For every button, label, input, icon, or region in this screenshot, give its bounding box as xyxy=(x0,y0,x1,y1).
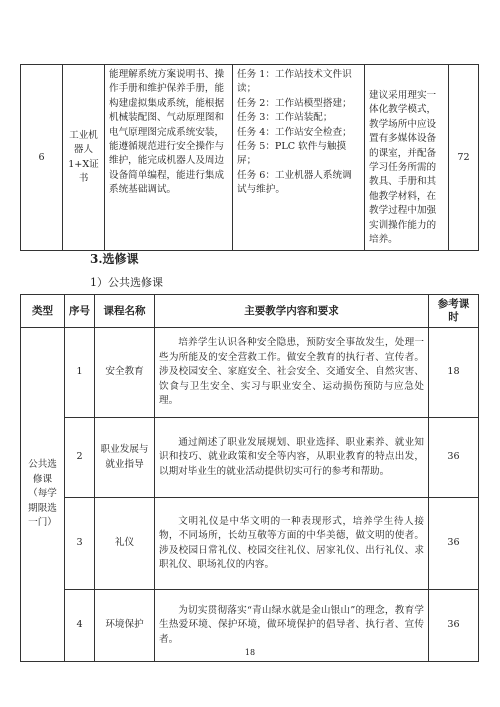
course-name: 安全教育 xyxy=(95,328,155,418)
header-name: 课程名称 xyxy=(95,295,155,328)
row-index: 6 xyxy=(21,65,63,251)
course-hours: 36 xyxy=(429,418,479,498)
table-row xyxy=(21,418,479,498)
course-content: 培养学生认识各种安全隐患，预防安全事故发生，处理一些为所能及的安全营救工作。做安全教育的执行者、宣传者。涉及校园安全、家庭安全、社会安全、交通安全、自然灾害、饮食与卫生安全、实习与职业安全、运动损伤预防与应急处理。 xyxy=(155,328,429,418)
task-item: 任务 4：工作站安全检查； xyxy=(237,126,352,138)
course-type: 公共选修课（每学期限选一门） xyxy=(21,328,65,662)
row-index: 3 xyxy=(65,498,95,590)
task-item: 任务 2：工作站模型搭建； xyxy=(237,97,352,109)
course-name: 工业机器人1+X证书 xyxy=(63,65,105,251)
elective-courses-table xyxy=(20,294,479,662)
course-name: 环境保护 xyxy=(95,590,155,662)
row-index: 2 xyxy=(65,418,95,498)
task-item: 任务 6：工业机器人系统调试与维护。 xyxy=(237,169,352,196)
task-item: 任务 5：PLC 软件与触摸屏； xyxy=(237,141,347,167)
course-content: 文明礼仪是中华文明的一种表现形式，培养学生待人接物，不同场所，长幼互敬等方面的中华美德，做文明的使者。涉及校园日常礼仪、校园交往礼仪、居家礼仪、出行礼仪、求职礼仪、职场礼仪的内容。 xyxy=(155,498,429,590)
table-row xyxy=(21,498,479,590)
teaching-suggestion: 建议采用理实一体化教学模式，教学场所中应设置有多媒体设备的课室，并配备学习任务所需的教具、手册和其他教学材料，在教学过程中加强实训操作能力的培养。 xyxy=(365,65,449,251)
table-header-row xyxy=(21,295,479,328)
header-content: 主要教学内容和要求 xyxy=(155,295,429,328)
page-number: 18 xyxy=(244,648,256,657)
table-row xyxy=(21,65,479,251)
course-hours: 72 xyxy=(449,65,479,251)
course-hours: 36 xyxy=(429,498,479,590)
course-hours: 36 xyxy=(429,590,479,662)
row-index: 1 xyxy=(65,328,95,418)
curriculum-table-continued xyxy=(20,64,479,251)
task-item: 任务 1：工作站技术文件识读； xyxy=(237,69,352,95)
section-title: 3.选修课 xyxy=(90,252,139,266)
course-name: 礼仪 xyxy=(95,498,155,590)
course-description: 能理解系统方案说明书、操作手册和维护保养手册，能构建虚拟集成系统，能根据机械装配图、气动原理图和电气原理图完成系统安装，能遵循规范进行安全操作与维护，能完成机器人及周边设备简单编程，能进行集成系统基础调试。 xyxy=(105,65,233,251)
row-index: 4 xyxy=(65,590,95,662)
course-content: 通过阐述了职业发展规划、职业选择、职业素养、就业知识和技巧、就业政策和安全等内容，从职业教育的特点出发，以期对毕业生的就业活动提供切实可行的参考和帮助。 xyxy=(155,418,429,498)
course-content: 为切实贯彻落实“青山绿水就是金山银山”的理念，教育学生热爱环境、保护环境，做环境保护的倡导者、执行者、宣传者。 xyxy=(155,590,429,662)
course-hours: 18 xyxy=(429,328,479,418)
subsection-title: 1）公共选修课 xyxy=(90,276,163,289)
header-index: 序号 xyxy=(65,295,95,328)
task-list xyxy=(233,65,365,251)
header-type: 类型 xyxy=(21,295,65,328)
task-item: 任务 3：工作站装配； xyxy=(237,112,333,124)
header-hours: 参考课时 xyxy=(429,295,479,328)
course-name: 职业发展与就业指导 xyxy=(95,418,155,498)
table-row xyxy=(21,328,479,418)
